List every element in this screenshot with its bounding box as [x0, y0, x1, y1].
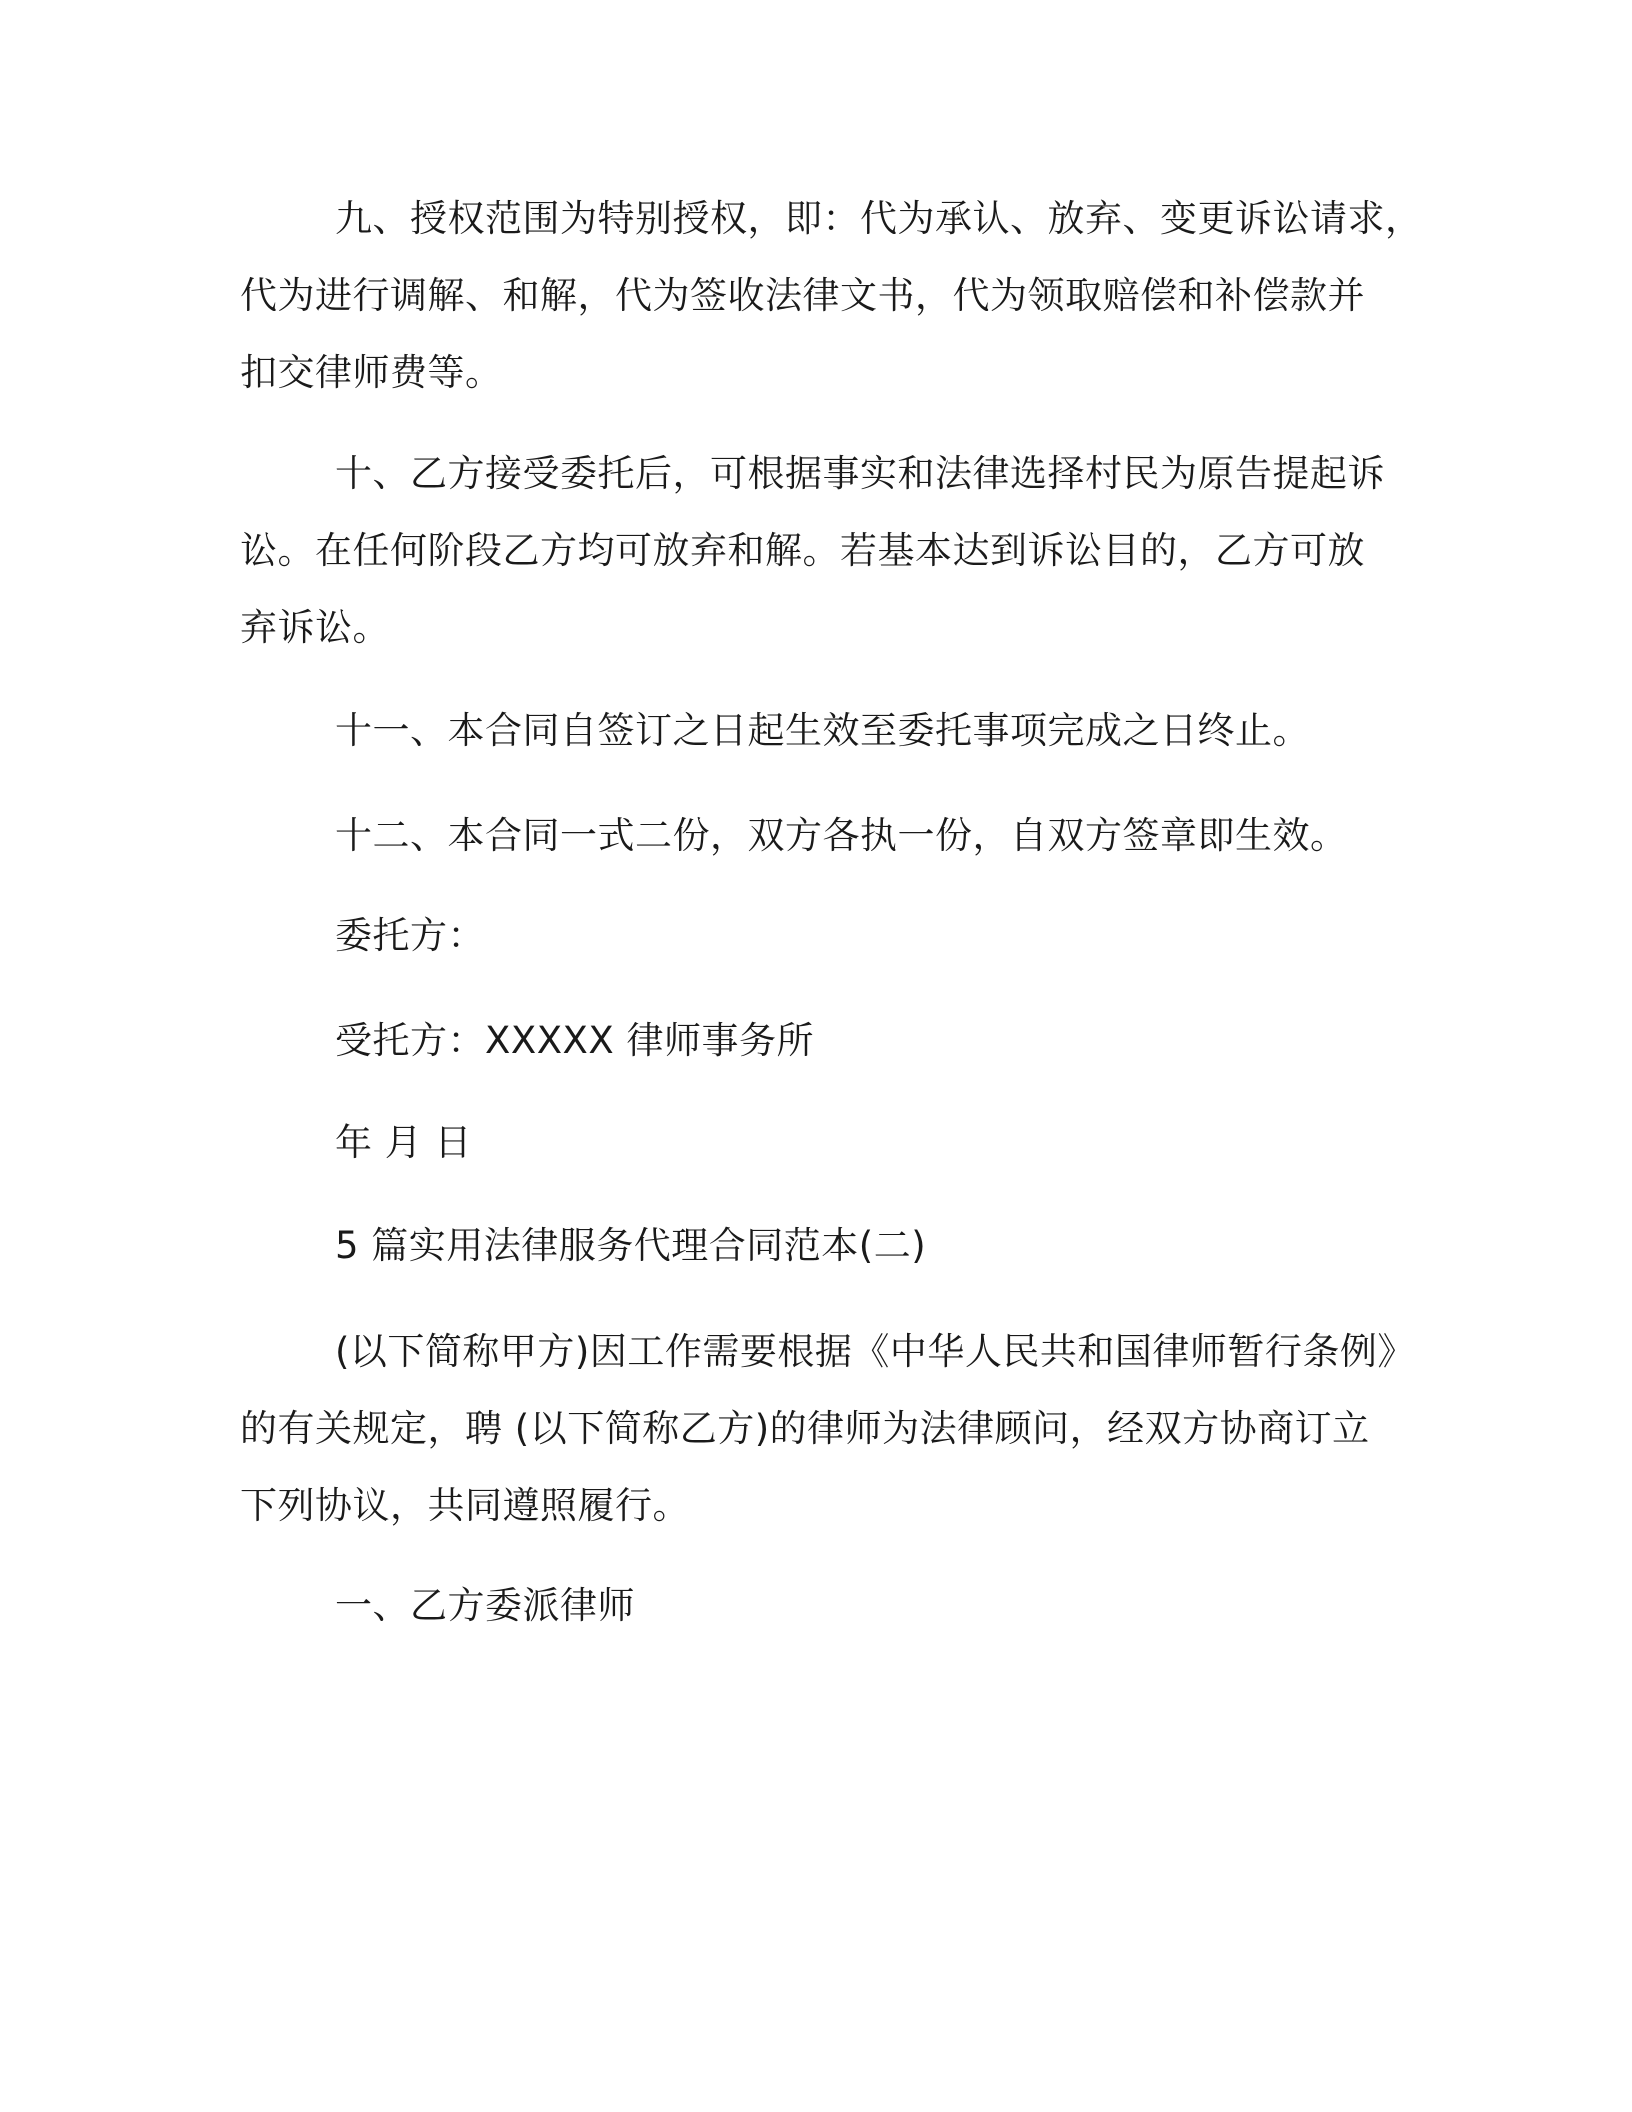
paragraph-line: 弃诉讼。: [240, 606, 390, 649]
section-title: 5 篇实用法律服务代理合同范本(二): [335, 1224, 927, 1267]
paragraph-line: 十、乙方接受委托后，可根据事实和法律选择村民为原告提起诉: [335, 452, 1385, 495]
paragraph-clause-1: 一、乙方委派律师: [335, 1584, 635, 1627]
paragraph-line: (以下简称甲方)因工作需要根据《中华人民共和国律师暂行条例》: [335, 1330, 1415, 1373]
paragraph-clause-10: [240, 435, 1400, 666]
paragraph-line: 九、授权范围为特别授权，即：代为承认、放弃、变更诉讼请求，: [335, 197, 1423, 240]
paragraph-line: 的有关规定，聘 (以下简称乙方)的律师为法律顾问，经双方协商订立: [240, 1407, 1370, 1450]
client-signature-label: 委托方：: [335, 914, 485, 957]
agent-signature-label: 受托方：XXXXX 律师事务所: [335, 1019, 814, 1062]
paragraph-clause-12: 十二、本合同一式二份，双方各执一份，自双方签章即生效。: [335, 814, 1348, 857]
date-line: 年 月 日: [335, 1121, 473, 1164]
paragraph-clause-11: 十一、本合同自签订之日起生效至委托事项完成之日终止。: [335, 709, 1310, 752]
paragraph-line: 代为进行调解、和解，代为签收法律文书，代为领取赔偿和补偿款并: [240, 274, 1365, 317]
paragraph-intro: [240, 1313, 1415, 1544]
paragraph-line: 扣交律师费等。: [240, 351, 503, 394]
paragraph-line: 下列协议，共同遵照履行。: [240, 1484, 690, 1527]
paragraph-clause-9: [240, 180, 1423, 411]
paragraph-line: 讼。在任何阶段乙方均可放弃和解。若基本达到诉讼目的，乙方可放: [240, 529, 1365, 572]
